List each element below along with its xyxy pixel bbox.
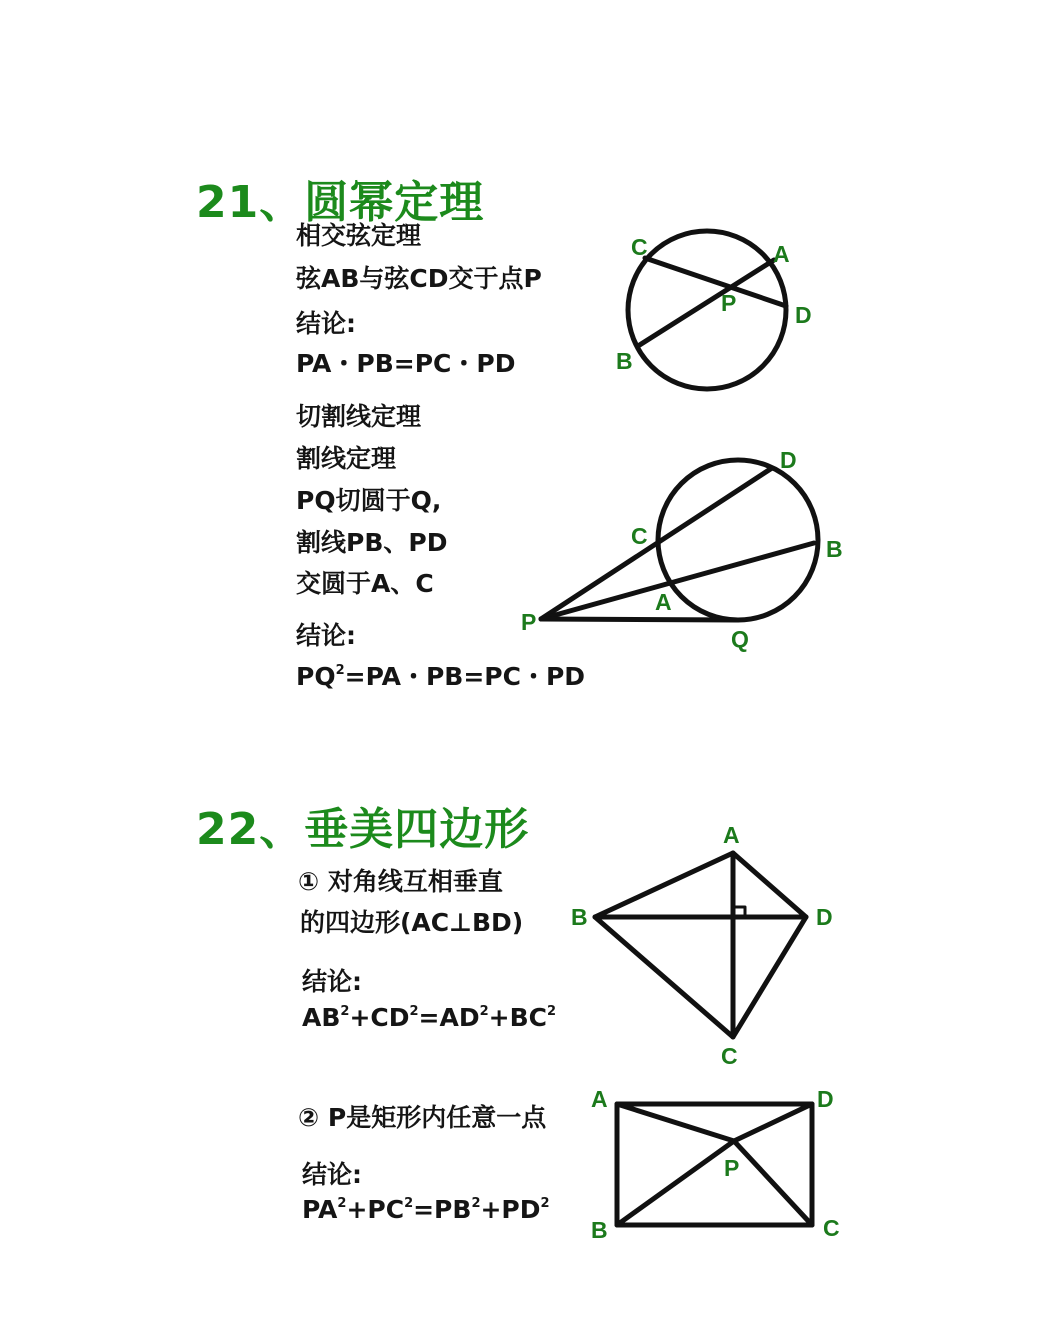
label-D: D [817,1086,834,1112]
orthodiagonal-desc-1: ① 对角线互相垂直 [298,867,503,896]
secant-desc-1: PQ切圆于Q, [296,486,442,515]
label-A: A [773,241,790,267]
chord-formula: PA・PB=PC・PD [296,349,516,378]
label-D: D [816,904,833,930]
label-B: B [616,348,633,374]
section-22-heading: 22、垂美四边形 [196,804,530,855]
rectangle-formula: $PA^2+PC^2=PB^2+PD^2$ [302,1195,550,1224]
label-P: P [721,290,737,316]
segment-pd [734,1104,812,1141]
chord-conclusion-label: 结论: [296,309,356,338]
secant-formula: $PQ^2=PA$・PB=PC・PD [296,662,586,691]
label-C: C [631,234,648,260]
orthodiagonal-conclusion-label: 结论: [302,967,362,996]
label-Q: Q [731,626,749,652]
label-C: C [823,1215,840,1241]
label-A: A [723,822,740,848]
label-D: D [795,302,812,328]
secant-desc-2: 割线PB、PD [296,528,448,557]
tangent-secant-title: 切割线定理 [296,402,422,431]
chord-circle [628,231,786,389]
label-B: B [826,536,843,562]
tangent-pq [541,619,738,620]
chord-ab [638,260,774,346]
label-D: D [780,447,797,473]
rectangle-conclusion-label: 结论: [302,1160,362,1189]
chord-theorem-desc: 弦AB与弦CD交于点P [296,264,542,293]
label-P: P [521,609,537,635]
rectangle-point-desc: ② P是矩形内任意一点 [298,1103,547,1132]
secant-conclusion-label: 结论: [296,621,356,650]
secant-title: 割线定理 [296,444,397,473]
section-21-heading: 21、圆幂定理 [196,177,485,228]
label-P: P [724,1155,740,1181]
label-A: A [655,589,672,615]
segment-pb [617,1141,734,1225]
label-C: C [631,523,648,549]
secant-pb [541,543,814,619]
segment-pc [734,1141,812,1225]
label-C: C [721,1043,738,1069]
chord-theorem-title: 相交弦定理 [296,221,422,250]
orthodiagonal-formula: $AB^2+CD^2=AD^2+BC^2$ [302,1003,557,1032]
orthodiagonal-desc-2: 的四边形(AC⊥BD) [300,908,524,937]
secant-circle [658,460,818,620]
label-A: A [591,1086,608,1112]
label-B: B [571,904,588,930]
label-B: B [591,1217,608,1243]
secant-desc-3: 交圆于A、C [296,569,434,598]
segment-pa [617,1104,734,1141]
quadrilateral-abcd [595,853,806,1037]
